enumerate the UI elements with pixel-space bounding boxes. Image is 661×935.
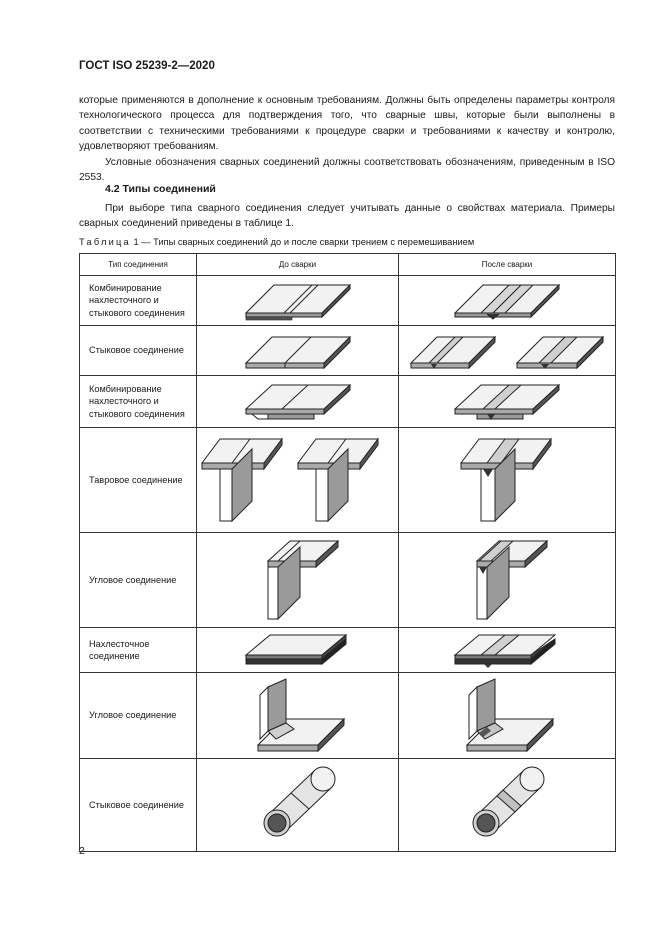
table-row [80,673,616,759]
t-joint-illustration [198,433,398,528]
butt-joint-plates-illustration [238,331,358,371]
combined-lap-butt-weld-illustration [447,281,567,321]
fillet-corner-weld-illustration [457,677,557,755]
section-heading: 4.2 Типы соединений [105,183,216,195]
header-joint-type: Тип соединения [80,254,197,276]
tube-butt-joint-illustration [248,763,348,847]
before-welding-cell [197,673,399,759]
before-welding-cell [197,759,399,852]
paragraph-joint-selection: При выборе типа сварного соединения следует учитывать данные о свойствах материала. Примеры сварных соединений приведены в таблице 1. [79,203,615,230]
corner-weld-illustration [457,537,557,623]
joint-type-label: Комбинирование нахлесточного и стыкового соединения [80,276,197,326]
tube-butt-weld-illustration [457,763,557,847]
table-row [80,276,616,326]
table-header-row [80,254,616,276]
t-weld-illustration [457,433,557,528]
corner-joint-illustration [248,537,348,623]
document-standard-id: ГОСТ ISO 25239-2—2020 [79,60,215,72]
joint-type-label: Стыковое соединение [80,759,197,852]
after-welding-cell [399,759,616,852]
header-before-welding: До сварки [197,254,399,276]
before-welding-cell [197,628,399,673]
after-welding-cell [399,533,616,628]
butt-weld-plates-illustration [407,331,607,371]
header-after-welding: После сварки [399,254,616,276]
paragraph-symbols: Условные обозначения сварных соединений должны соответствовать обозначениям, приведенным в ISO 2553. [79,157,615,184]
joint-types-table [79,253,616,852]
table-caption-text: 1 — Типы сварных соединений до и после сварки трением с перемешиванием [133,237,475,247]
before-welding-cell [197,326,399,376]
before-welding-cell [197,533,399,628]
lap-joint-illustration [238,631,358,669]
joint-type-label: Стыковое соединение [80,326,197,376]
lap-weld-illustration [447,631,567,669]
before-welding-cell [197,376,399,428]
combined-joint-illustration [238,381,358,423]
joint-type-label: Угловое соединение [80,673,197,759]
table-row [80,628,616,673]
paragraph-requirements: которые применяются в дополнение к основным требованиям. Должны быть определены параметры контроля технологического процесса для подтверждения того, что сварные швы, которые были выполнены в соответствии с техническими требованиями к процедуре сварки и требованиями к качеству и контролю, удовлетворяют требованиям. [79,95,615,152]
after-welding-cell [399,628,616,673]
after-welding-cell [399,276,616,326]
combined-lap-butt-joint-illustration [238,281,358,321]
after-welding-cell [399,326,616,376]
joint-type-label: Нахлесточное соединение [80,628,197,673]
table-caption [79,237,474,247]
before-welding-cell [197,276,399,326]
table-row [80,376,616,428]
page-number: 2 [79,845,85,857]
after-welding-cell [399,376,616,428]
joint-type-label: Тавровое соединение [80,428,197,533]
table-row [80,533,616,628]
table-caption-label: Таблица [79,237,131,247]
after-welding-cell [399,673,616,759]
combined-weld-illustration [447,381,567,423]
after-welding-cell [399,428,616,533]
table-row [80,759,616,852]
fillet-corner-joint-illustration [248,677,348,755]
joint-type-label: Комбинирование нахлесточного и стыкового соединения [80,376,197,428]
table-row [80,326,616,376]
joint-type-label: Угловое соединение [80,533,197,628]
table-row [80,428,616,533]
before-welding-cell [197,428,399,533]
